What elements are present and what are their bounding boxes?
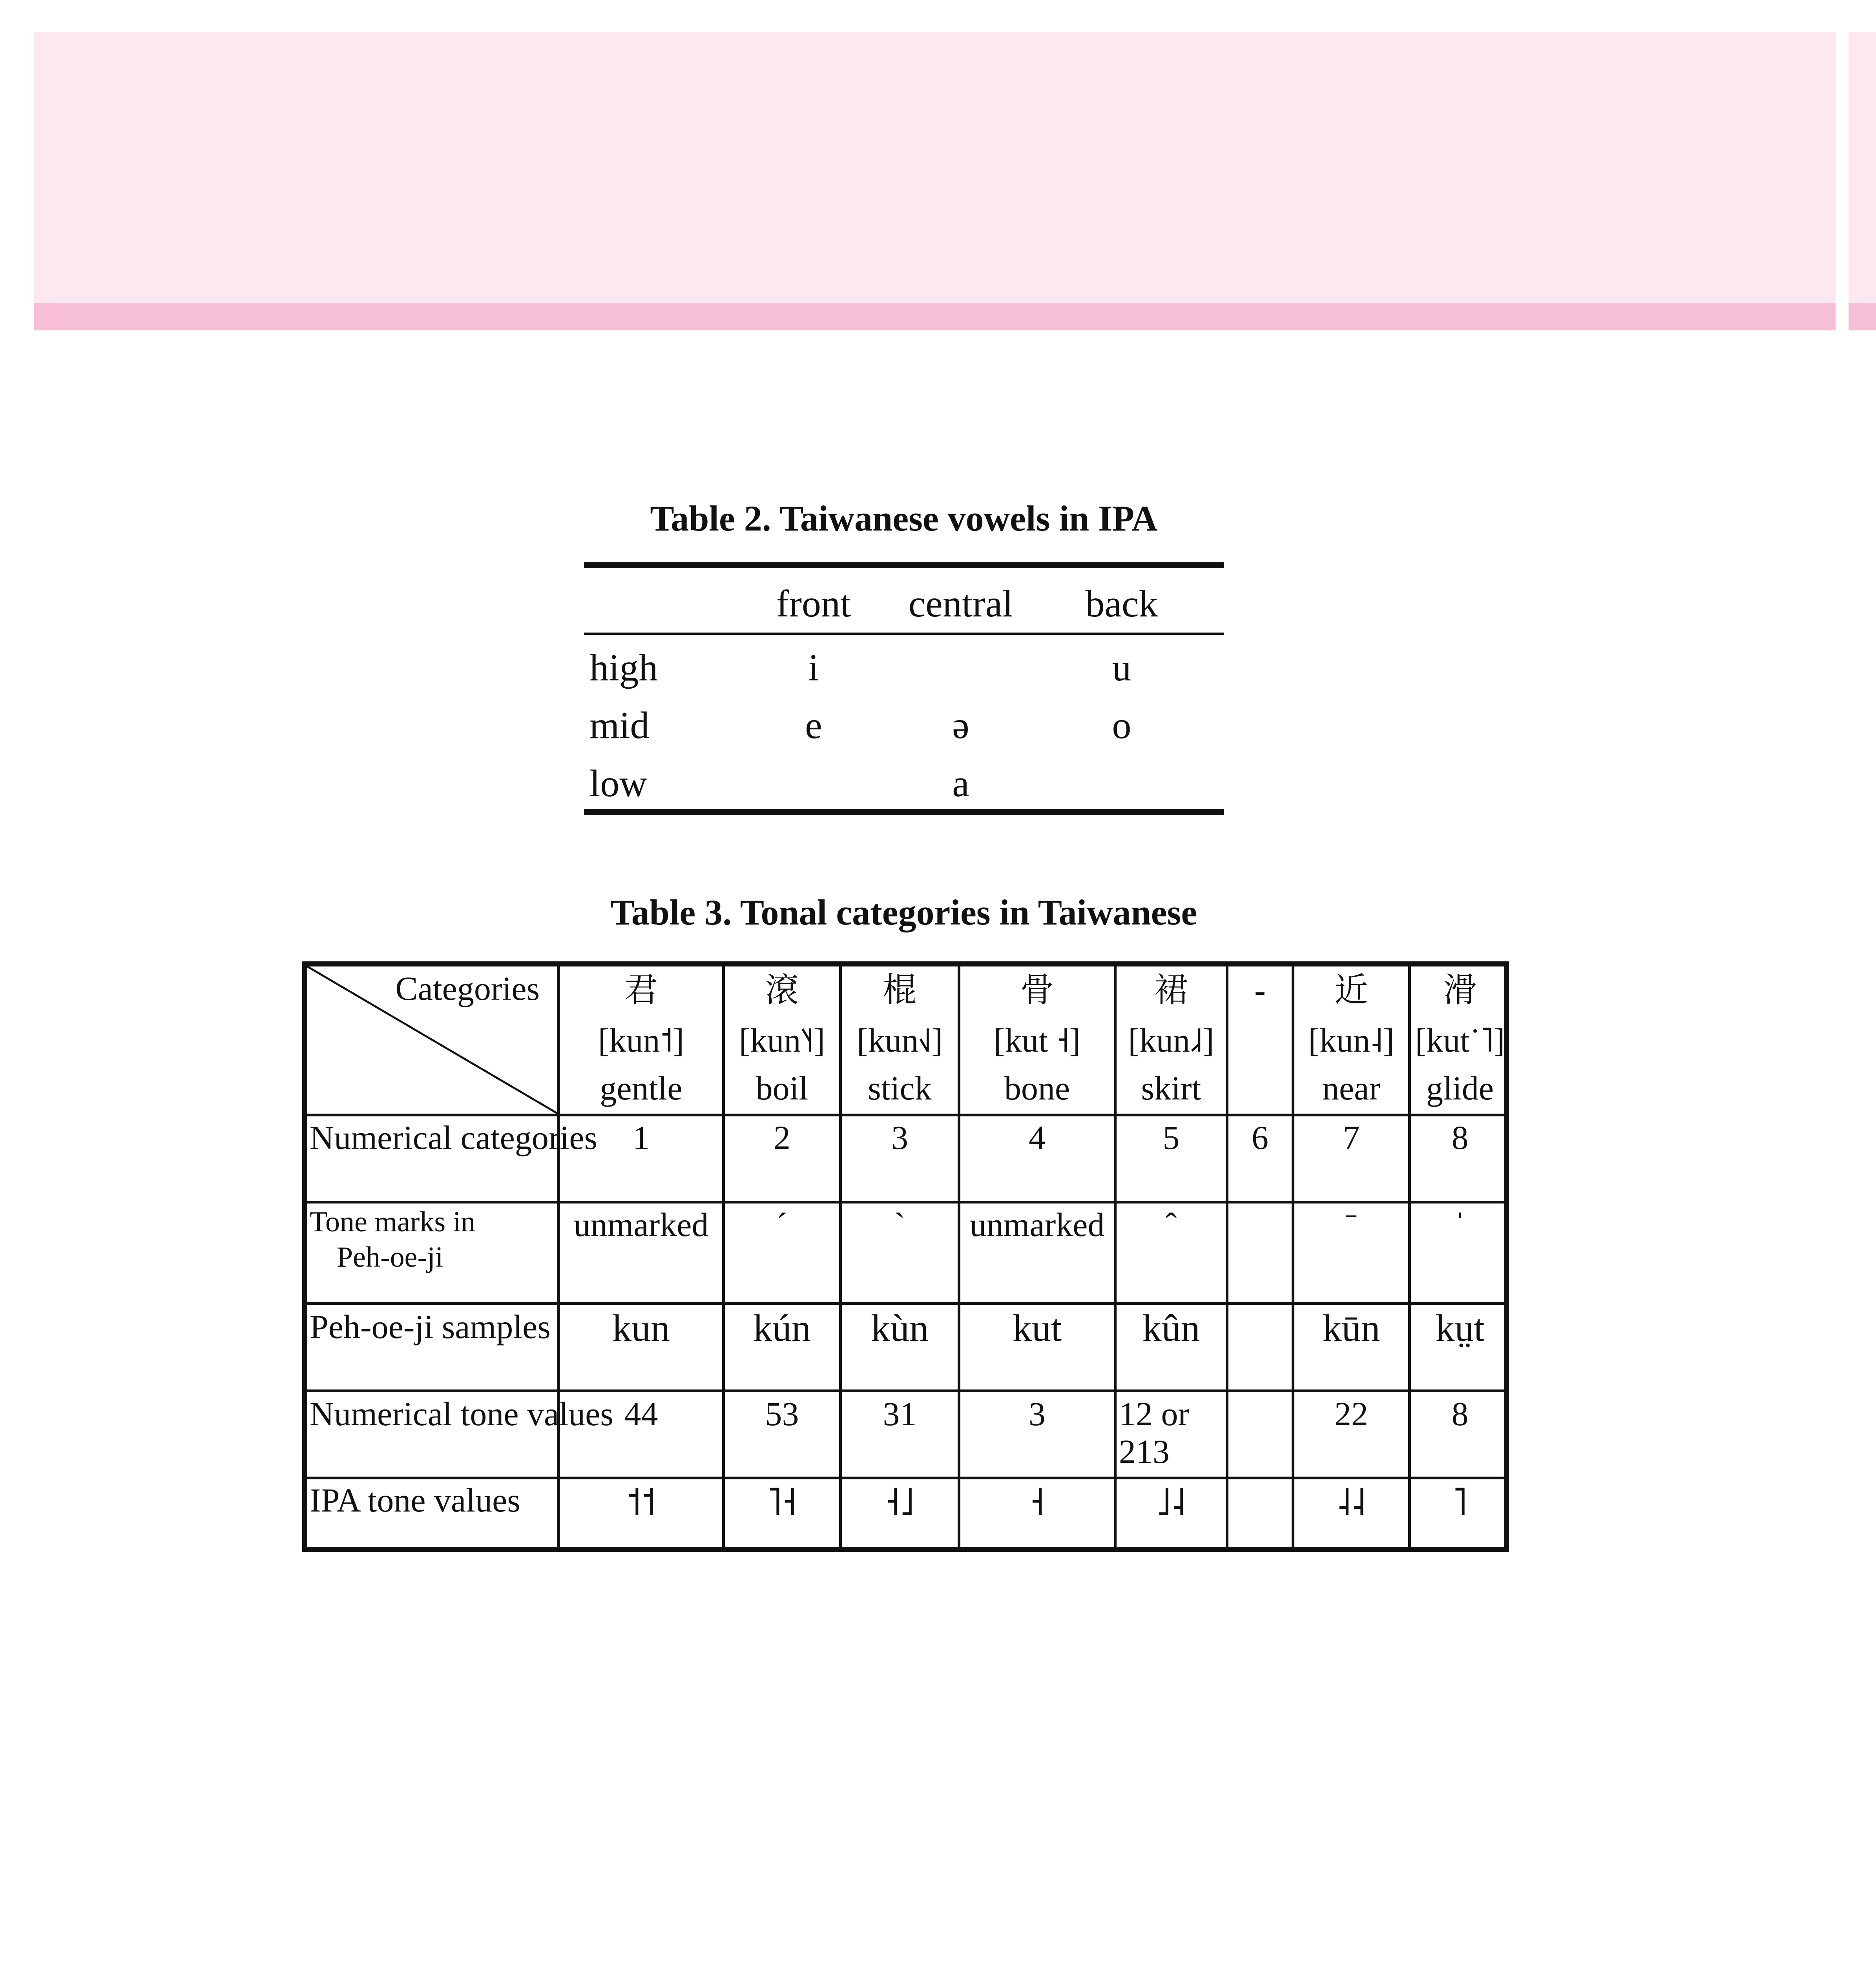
tone-col8-num: 8: [1451, 1119, 1469, 1156]
vowel-high-front: i: [808, 647, 819, 689]
tone-col7-num: 7: [1343, 1119, 1360, 1156]
tone-col3-gloss: stick: [868, 1069, 932, 1107]
tone-col7-tone: 22: [1334, 1395, 1368, 1433]
tone-col1-num: 1: [633, 1119, 650, 1156]
table2-caption: Table 2. Taiwanese vowels in IPA: [650, 498, 1158, 538]
tone-col6-num: 6: [1252, 1119, 1268, 1156]
tone-col4-num: 4: [1029, 1119, 1046, 1156]
tone-col2-tone: 53: [765, 1395, 799, 1433]
tone-col8-tone: 8: [1451, 1395, 1469, 1433]
tone-col1-ipa: [kun˦]: [598, 1021, 684, 1059]
tone-col4-char: 骨: [1020, 971, 1054, 1009]
tone-col4-tone: 3: [1029, 1395, 1046, 1433]
tone-col5-mark: ˆ: [1165, 1206, 1177, 1244]
row-divider: [307, 1477, 1504, 1479]
header-right-stripe: [1849, 303, 1876, 330]
column-divider: [1408, 966, 1411, 1547]
tone-col2-ipa-tone: ˥˧: [767, 1481, 797, 1524]
row-label-tone-marks-1: Tone marks in: [310, 1206, 476, 1238]
row-label-mid: mid: [589, 704, 650, 747]
column-divider: [839, 966, 842, 1547]
tone-col5-sample: kûn: [1142, 1307, 1200, 1349]
vowel-mid-central: ə: [952, 704, 969, 747]
column-header-front: front: [776, 583, 851, 625]
tone-col5-ipa: [kun˩˨]: [1128, 1021, 1214, 1059]
tone-col5-gloss: skirt: [1141, 1069, 1201, 1107]
row-divider: [307, 1389, 1504, 1392]
column-divider: [1292, 966, 1294, 1547]
tone-col8-mark: ˈ: [1454, 1206, 1466, 1244]
corner-label: Categories: [395, 970, 540, 1007]
tone-col3-mark: ˋ: [894, 1206, 905, 1244]
tone-col2-char: 滾: [765, 971, 799, 1009]
tone-col3-num: 3: [891, 1119, 908, 1156]
row-label-tone-marks-2: Peh-oe-ji: [337, 1241, 443, 1273]
tone-col5-ipa-tone: ˩˨: [1156, 1481, 1186, 1524]
tone-col3-ipa-tone: ˧˩: [885, 1481, 915, 1524]
tone-col7-char: 近: [1334, 971, 1368, 1009]
column-divider: [722, 966, 725, 1547]
row-divider: [307, 1201, 1504, 1203]
header-stripe: [34, 303, 1836, 330]
column-header-central: central: [908, 583, 1013, 625]
tone-col2-gloss: boil: [756, 1069, 808, 1107]
tone-table: [302, 961, 1509, 1552]
column-divider: [557, 966, 560, 1547]
tone-col3-ipa: [kun˧˩]: [856, 1021, 943, 1059]
tone-col4-gloss: bone: [1004, 1069, 1070, 1107]
row-divider: [307, 1114, 1504, 1116]
tone-col4-ipa: [kut ˧]: [993, 1021, 1081, 1059]
tone-col5-tone: 12 or 213: [1119, 1395, 1190, 1471]
vowel-low-central: a: [952, 762, 969, 805]
tone-col5-char: 裙: [1154, 971, 1188, 1009]
tone-col3-sample: kùn: [871, 1307, 929, 1349]
column-divider: [958, 966, 960, 1547]
tone-col7-ipa-tone: ˨˨: [1336, 1481, 1366, 1524]
tone-col8-gloss: glide: [1426, 1069, 1494, 1107]
row-divider: [307, 1302, 1504, 1305]
column-header-back: back: [1085, 583, 1158, 625]
tone-col2-ipa: [kun˥˧]: [739, 1021, 825, 1059]
row-label-low: low: [589, 762, 647, 805]
tone-col1-ipa-tone: ˦˦: [626, 1481, 656, 1524]
header-band: [34, 32, 1836, 303]
tone-col1-char: 君: [624, 971, 658, 1009]
tone-col2-mark: ˊ: [776, 1206, 788, 1244]
row-label-ipa-values: IPA tone values: [310, 1481, 520, 1519]
tone-col3-char: 棍: [883, 971, 917, 1009]
vowel-mid-front: e: [805, 704, 822, 747]
row-label-samples: Peh-oe-ji samples: [310, 1308, 551, 1346]
row-label-high: high: [589, 647, 658, 689]
tone-col7-gloss: near: [1322, 1069, 1380, 1107]
tone-col8-ipa-tone: ˥: [1453, 1481, 1467, 1524]
column-divider: [1114, 966, 1117, 1547]
tone-col2-sample: kún: [753, 1307, 811, 1349]
vowel-high-back: u: [1112, 647, 1131, 689]
row-label-tone-values: Numerical tone values: [310, 1395, 613, 1433]
tone-col2-num: 2: [774, 1119, 790, 1156]
tone-col1-sample: kun: [612, 1307, 670, 1349]
tone-col4-mark: unmarked: [969, 1206, 1105, 1244]
tone-col1-gloss: gentle: [600, 1069, 683, 1107]
vowel-table: [584, 562, 1224, 815]
row-label-numerical: Numerical categories: [310, 1119, 598, 1156]
tone-col4-ipa-tone: ˧: [1029, 1481, 1045, 1524]
tone-col7-ipa: [kun˨]: [1308, 1021, 1394, 1059]
tone-col1-tone: 44: [624, 1395, 658, 1433]
tone-col8-char: 滑: [1443, 971, 1477, 1009]
tone-col7-sample: kūn: [1322, 1307, 1380, 1349]
tone-col8-ipa: [kut˙˥]: [1415, 1021, 1505, 1059]
header-right-band: [1849, 32, 1876, 303]
tone-col5-num: 5: [1162, 1119, 1180, 1156]
tone-col7-mark: ˉ: [1345, 1206, 1357, 1244]
tone-col4-sample: kut: [1012, 1307, 1062, 1349]
tone-col1-mark: unmarked: [573, 1206, 709, 1244]
tone-col6-char: -: [1254, 971, 1266, 1009]
tone-col8-sample: kṳt: [1435, 1307, 1485, 1349]
tone-col3-tone: 31: [883, 1395, 917, 1433]
vowel-mid-back: o: [1112, 704, 1131, 747]
table3-caption: Table 3. Tonal categories in Taiwanese: [610, 892, 1197, 932]
